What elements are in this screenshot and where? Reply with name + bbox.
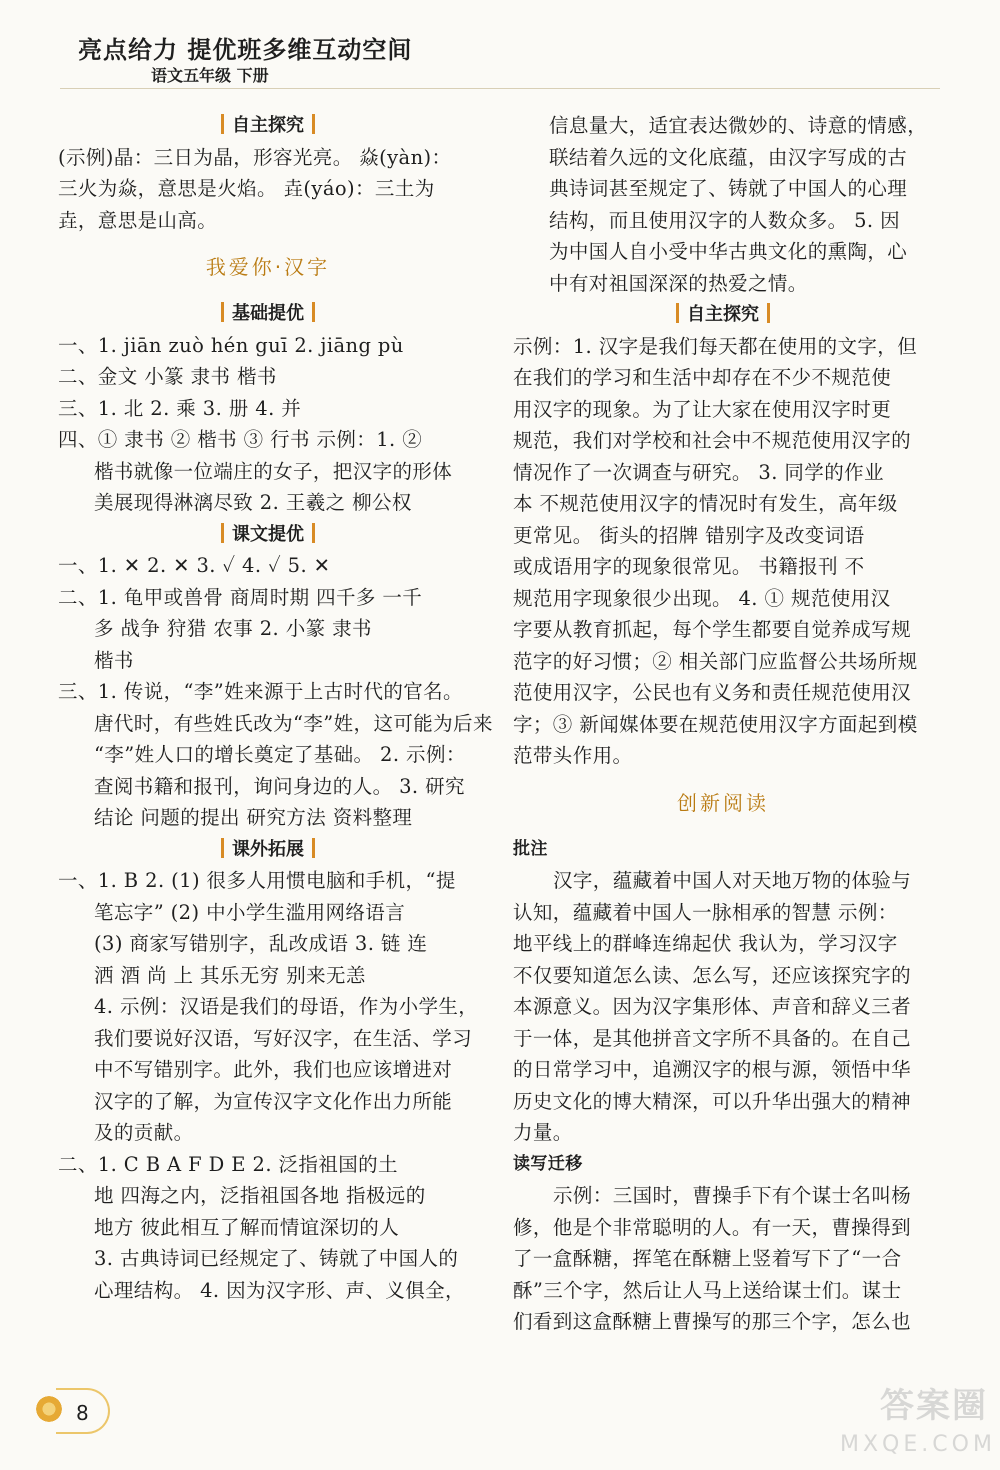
text-line: “李”姓人口的增长奠定了基础。 2. 示例： bbox=[94, 743, 466, 766]
text-line: 查阅书籍和报刊，询问身边的人。 3. 研究 bbox=[94, 774, 465, 798]
right-column bbox=[513, 110, 933, 1338]
section-title-innovative-reading: 创新阅读 bbox=[677, 790, 769, 815]
text-line: 酥”三个字，然后让人马上送给谋士们。谋士 bbox=[513, 1278, 902, 1302]
text-line: 为中国人自小受中华古典文化的熏陶，心 bbox=[549, 240, 908, 263]
text-line: 三、1. 北 2. 乘 3. 册 4. 并 bbox=[58, 396, 302, 420]
text-line: 历史文化的博大精深，可以升华出强大的精神 bbox=[513, 1089, 912, 1113]
text-line: 信息量大，适宜表达微妙的、诗意的情感， bbox=[549, 114, 928, 137]
text-line: 垚，意思是山高。 bbox=[58, 208, 218, 232]
text-line: 典诗词甚至规定了、铸就了中国人的心理 bbox=[549, 177, 908, 200]
text-line: 用汉字的现象。为了让大家在使用汉字时更 bbox=[513, 397, 892, 421]
text-line: 4. 示例：汉语是我们的母语，作为小学生， bbox=[94, 995, 479, 1018]
text-line: 多 战争 狩猎 农事 2. 小篆 隶书 bbox=[94, 617, 372, 640]
text-line: 三火为焱，意思是火焰。 垚(yáo)：三土为 bbox=[58, 177, 435, 200]
text-line: 示例：1. 汉字是我们每天都在使用的文字，但 bbox=[513, 334, 918, 358]
section-heading: 课文提优 bbox=[58, 519, 478, 551]
text-line: 心理结构。 4. 因为汉字形、声、义俱全， bbox=[94, 1278, 465, 1302]
book-subtitle: 语文五年级 下册 bbox=[151, 66, 269, 85]
text-line: (示例)晶：三日为晶，形容光亮。 焱(yàn)： bbox=[58, 145, 452, 169]
text-line: 一、1. jiān zuò hén guī 2. jiāng pù bbox=[58, 333, 404, 357]
section-heading: 自主探究 bbox=[58, 110, 478, 142]
label-reading-writing-transfer: 读写迁移 bbox=[513, 1153, 583, 1174]
text-line: 范使用汉字，公民也有义务和责任规范使用汉 bbox=[513, 681, 912, 704]
text-line: 一、1. ✕ 2. ✕ 3. ✓ 4. ✓ 5. ✕ bbox=[58, 554, 331, 577]
text-line: 字；③ 新闻媒体要在规范使用汉字方面起到模 bbox=[513, 712, 918, 736]
text-line: 不仅要知道怎么读、怎么写，还应该探究字的 bbox=[513, 963, 912, 987]
text-line: 本 不规范使用汉字的情况时有发生，高年级 bbox=[513, 492, 898, 515]
text-line: 洒 酒 尚 上 其乐无穷 别来无恙 bbox=[94, 963, 366, 987]
text-line: 示例：三国时，曹操手下有个谋士名叫杨 bbox=[553, 1184, 912, 1207]
text-line: 力量。 bbox=[513, 1121, 573, 1144]
text-line: 地方 彼此相互了解而情谊深切的人 bbox=[94, 1215, 400, 1239]
text-line: 范带头作用。 bbox=[513, 744, 633, 767]
text-line: 规范用字现象很少出现。 4. ① 规范使用汉 bbox=[513, 586, 891, 610]
text-line: 笔忘字” (2) 中小学生滥用网络语言 bbox=[94, 900, 406, 924]
text-line: 或成语用字的现象很常见。 书籍报刊 不 bbox=[513, 555, 865, 578]
text-line: 本源意义。因为汉字集形体、声音和辞义三者 bbox=[513, 995, 912, 1018]
text-line: 们看到这盒酥糖上曹操写的那三个字，怎么也 bbox=[513, 1310, 912, 1333]
page-number: 8 bbox=[56, 1388, 110, 1434]
text-line: 二、1. 龟甲或兽骨 商周时期 四千多 一千 bbox=[58, 585, 423, 609]
text-line: 三、1. 传说，“李”姓来源于上古时代的官名。 bbox=[58, 680, 463, 703]
text-line: 汉字，蕴藏着中国人对天地万物的体验与 bbox=[553, 869, 912, 892]
text-line: 二、1. C B A F D E 2. 泛指祖国的土 bbox=[58, 1152, 398, 1176]
text-line: 修，他是个非常聪明的人。有一天，曹操得到 bbox=[513, 1215, 912, 1239]
text-line: 规范，我们对学校和社会中不规范使用汉字的 bbox=[513, 429, 912, 452]
text-line: 及的贡献。 bbox=[94, 1121, 194, 1144]
section-heading: 自主探究 bbox=[513, 299, 933, 331]
text-line: 结论 问题的提出 研究方法 资料整理 bbox=[94, 806, 413, 829]
section-heading: 基础提优 bbox=[58, 298, 478, 330]
text-line: 美展现得淋漓尽致 2. 王羲之 柳公权 bbox=[94, 491, 412, 514]
section-heading: 课外拓展 bbox=[58, 834, 478, 866]
lesson-title: 我爱你·汉字 bbox=[205, 255, 331, 279]
watermark bbox=[840, 1380, 1000, 1470]
text-line: 唐代时，有些姓氏改为“李”姓，这可能为后来 bbox=[94, 711, 493, 735]
text-line: 于一体，是其他拼音文字所不具备的。在自己 bbox=[513, 1026, 912, 1050]
text-line: (3) 商家写错别字，乱改成语 3. 链 连 bbox=[94, 932, 428, 955]
label-annotation: 批注 bbox=[513, 838, 548, 859]
text-line: 汉字的了解，为宣传汉字文化作出力所能 bbox=[94, 1089, 453, 1113]
text-line: 四、① 隶书 ② 楷书 ③ 行书 示例：1. ② bbox=[58, 428, 423, 451]
text-line: 字要从教育抓起，每个学生都要自觉养成写规 bbox=[513, 618, 912, 641]
text-line: 地平线上的群峰连绵起伏 我认为，学习汉字 bbox=[513, 932, 898, 955]
text-line: 更常见。 街头的招牌 错别字及改变词语 bbox=[513, 523, 865, 547]
text-line: 中有对祖国深深的热爱之情。 bbox=[549, 271, 808, 295]
text-line: 的日常学习中，追溯汉字的根与源，领悟中华 bbox=[513, 1058, 912, 1081]
text-line: 楷书 bbox=[94, 648, 134, 672]
text-line: 情况作了一次调查与研究。 3. 同学的作业 bbox=[513, 460, 884, 484]
text-line: 认知，蕴藏着中国人一脉相承的智慧 示例： bbox=[513, 900, 898, 924]
left-column bbox=[58, 110, 493, 1306]
text-line: 我们要说好汉语，写好汉字，在生活、学习 bbox=[94, 1026, 473, 1050]
text-line: 联结着久远的文化底蕴，由汉字写成的古 bbox=[549, 145, 908, 169]
text-line: 中不写错别字。此外，我们也应该增进对 bbox=[94, 1058, 453, 1081]
text-line: 地 四海之内，泛指祖国各地 指极远的 bbox=[94, 1184, 426, 1207]
text-line: 范字的好习惯；② 相关部门应监督公共场所规 bbox=[513, 649, 918, 673]
text-line: 一、1. B 2. (1) 很多人用惯电脑和手机，“提 bbox=[58, 869, 456, 892]
text-line: 在我们的学习和生活中却存在不少不规范使 bbox=[513, 366, 892, 389]
watermark-url: MXQE.COM bbox=[840, 1432, 996, 1457]
text-line: 二、金文 小篆 隶书 楷书 bbox=[58, 365, 277, 388]
text-line: 了一盒酥糖，挥笔在酥糖上竖着写下了“一合 bbox=[513, 1247, 902, 1270]
book-brand: 亮点给力 提优班多维互动空间 bbox=[78, 36, 413, 64]
watermark-text: 答案圈 bbox=[880, 1386, 988, 1426]
text-line: 楷书就像一位端庄的女子，把汉字的形体 bbox=[94, 459, 453, 483]
text-line: 结构，而且使用汉字的人数众多。 5. 因 bbox=[549, 208, 901, 232]
text-line: 3. 古典诗词已经规定了、铸就了中国人的 bbox=[94, 1247, 459, 1270]
header-divider bbox=[60, 88, 940, 89]
